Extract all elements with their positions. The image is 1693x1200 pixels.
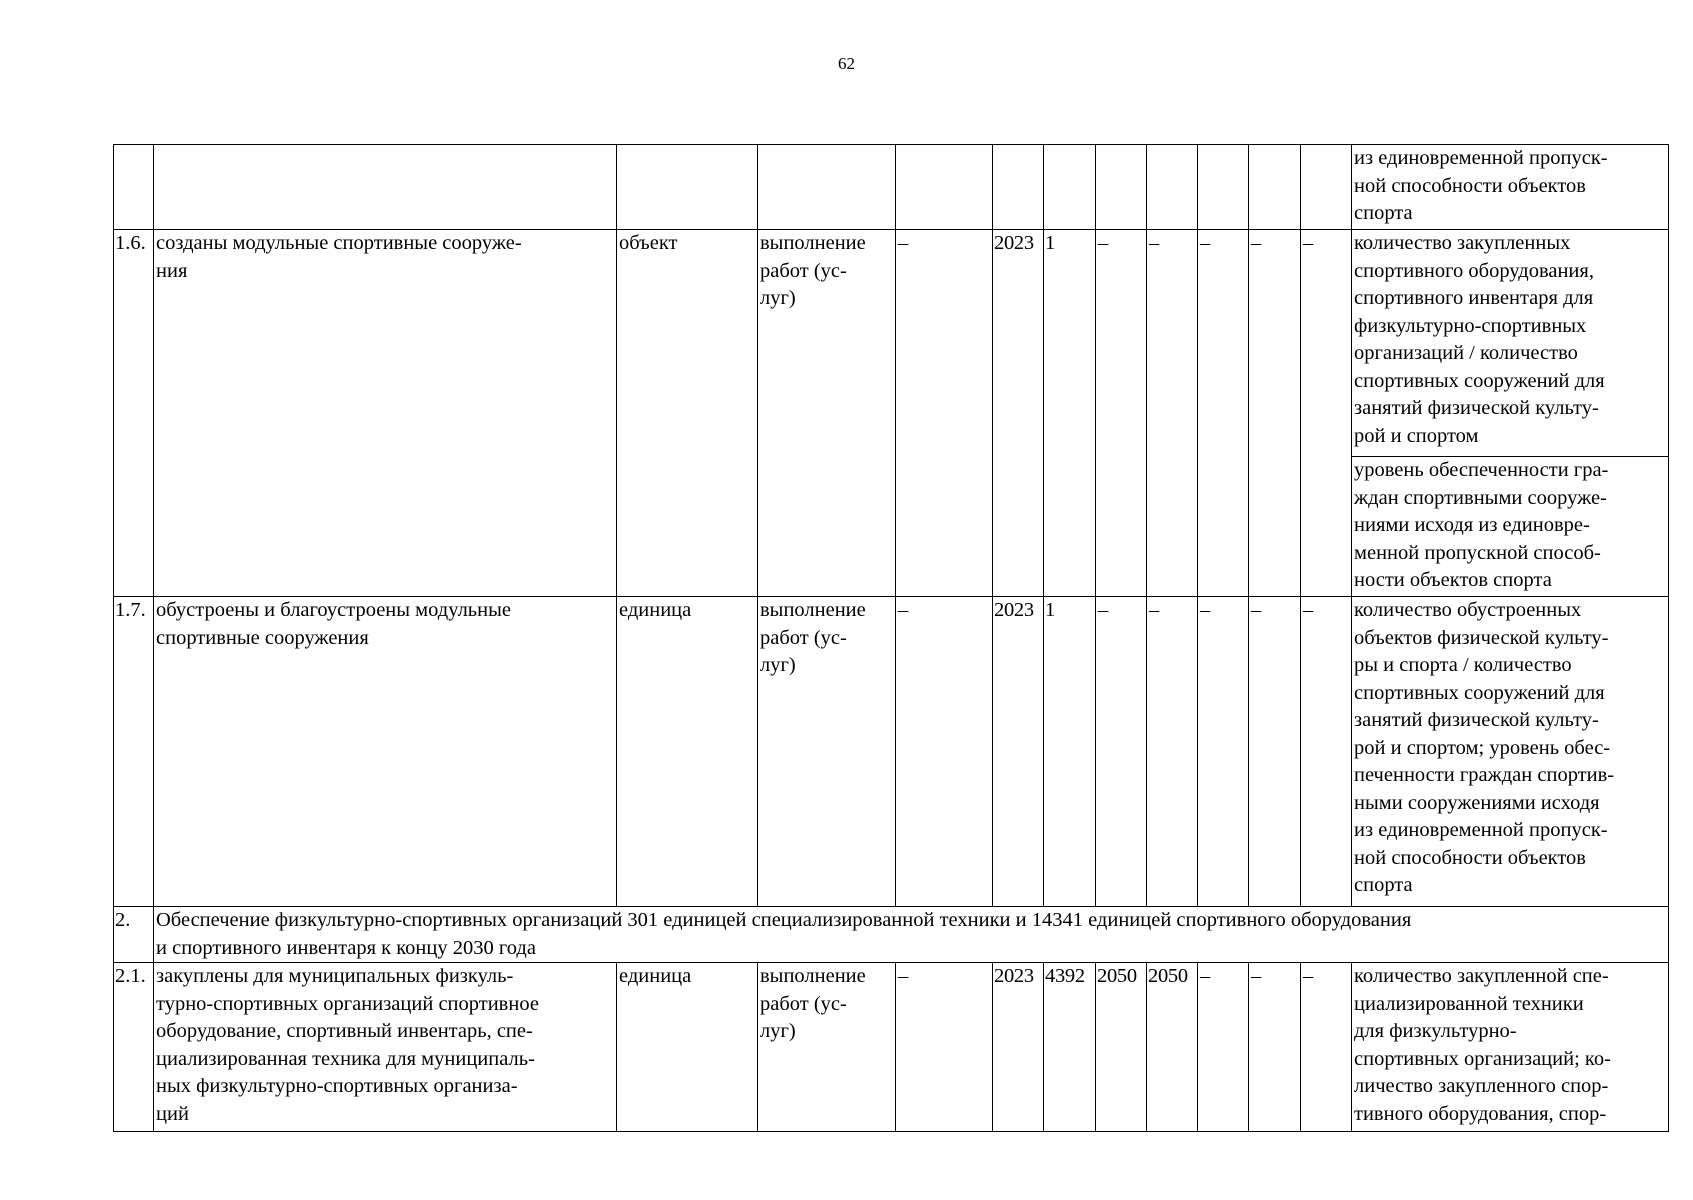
value-cell: 1 <box>1044 597 1096 907</box>
measures-table <box>113 144 1669 1132</box>
task-cell: созданы модульные спортивные сооруже- ния <box>154 230 617 597</box>
type-cell: выполнение работ (ус- луг) <box>758 963 896 1132</box>
dash-cell: – <box>896 597 993 907</box>
unit-cell <box>617 145 758 230</box>
table-row <box>114 963 1669 1132</box>
value-cell <box>1096 145 1147 230</box>
indicator-cell: из единовременной пропуск- ной способности объектов спорта <box>1352 145 1669 230</box>
indicator-cell: количество закупленной спе- циализированной техники для физкультурно- спортивных организаций; ко- личество закупленного спор- тивного оборудования, спор- <box>1352 963 1669 1132</box>
indicator-cell: уровень обеспеченности гра- ждан спортивными сооруже- ниями исходя из единовре- менной пропускной способ- ности объектов спорта <box>1352 457 1669 597</box>
unit-cell: единица <box>617 597 758 907</box>
task-cell <box>154 145 617 230</box>
value-cell: 1 <box>1044 230 1096 597</box>
year-cell: 2023 <box>993 597 1044 907</box>
value-cell: – <box>1096 597 1147 907</box>
row-number: 1.6. <box>114 230 154 597</box>
value-cell <box>1044 145 1096 230</box>
table-row <box>114 145 1669 230</box>
value-cell: – <box>1147 230 1198 597</box>
value-cell: – <box>1198 963 1249 1132</box>
year-cell <box>993 145 1044 230</box>
section-number: 2. <box>114 907 154 963</box>
year-cell: 2023 <box>993 230 1044 597</box>
value-cell: – <box>1249 230 1301 597</box>
dash-cell <box>896 145 993 230</box>
indicator-cell: количество обустроенных объектов физической культу- ры и спорта / количество спортивных сооружений для занятий физической культу- рой и спортом; уровень обес- печенности граждан спортив- ными сооружениями исходя из единовременной пропуск- ной способности объектов спорта <box>1352 597 1669 907</box>
value-cell: 2050 <box>1147 963 1198 1132</box>
value-cell: – <box>1096 230 1147 597</box>
value-cell <box>1147 145 1198 230</box>
page-number: 62 <box>838 54 855 73</box>
value-cell: – <box>1147 597 1198 907</box>
value-cell: – <box>1249 597 1301 907</box>
row-number <box>114 145 154 230</box>
table-row <box>114 230 1669 457</box>
row-number: 2.1. <box>114 963 154 1132</box>
dash-cell: – <box>896 963 993 1132</box>
row-number: 1.7. <box>114 597 154 907</box>
value-cell <box>1301 145 1352 230</box>
value-cell: – <box>1198 230 1249 597</box>
value-cell <box>1249 145 1301 230</box>
value-cell <box>1198 145 1249 230</box>
year-cell: 2023 <box>993 963 1044 1132</box>
value-cell: – <box>1301 597 1352 907</box>
value-cell: 2050 <box>1096 963 1147 1132</box>
section-row <box>114 907 1669 963</box>
type-cell: выполнение работ (ус- луг) <box>758 597 896 907</box>
unit-cell: объект <box>617 230 758 597</box>
dash-cell: – <box>896 230 993 597</box>
value-cell: – <box>1301 230 1352 597</box>
value-cell: – <box>1301 963 1352 1132</box>
section-title: Обеспечение физкультурно-спортивных организаций 301 единицей специализированной техники и 14341 единицей спортивного оборудования и спортивного инвентаря к концу 2030 года <box>154 907 1669 963</box>
value-cell: – <box>1249 963 1301 1132</box>
type-cell: выполнение работ (ус- луг) <box>758 230 896 597</box>
indicator-cell: количество закупленных спортивного оборудования, спортивного инвентаря для физкультурно-спортивных организаций / количество спортивных сооружений для занятий физической культу- рой и спортом <box>1352 230 1669 457</box>
table-row <box>114 597 1669 907</box>
value-cell: 4392 <box>1044 963 1096 1132</box>
unit-cell: единица <box>617 963 758 1132</box>
task-cell: закуплены для муниципальных физкуль- турно-спортивных организаций спортивное оборудование, спортивный инвентарь, спе- циализированная техника для муниципаль- ных физкультурно-спортивных организа- ций <box>154 963 617 1132</box>
value-cell: – <box>1198 597 1249 907</box>
task-cell: обустроены и благоустроены модульные спортивные сооружения <box>154 597 617 907</box>
type-cell <box>758 145 896 230</box>
